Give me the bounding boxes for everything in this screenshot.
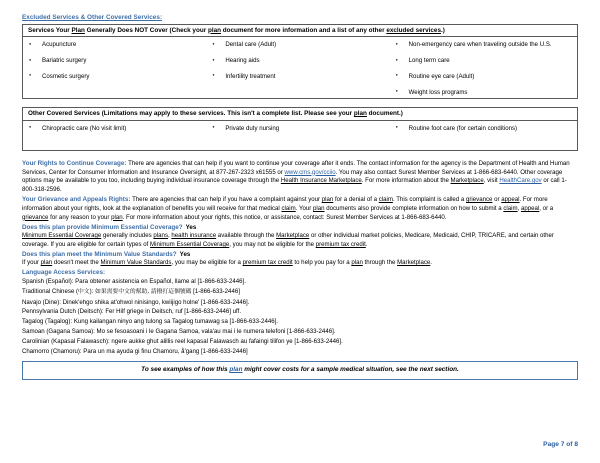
term-premium-tax-credit-2: premium tax credit bbox=[242, 259, 293, 267]
list-item bbox=[396, 89, 577, 96]
rights-text-2: . You may also contact Surest Member Services at 1-866-683-6440. Other coverage options may be available to you too, including buying individual insurance coverage through the bbox=[22, 168, 563, 185]
mec-question: Does this plan provide Minimum Essential Coverage? bbox=[22, 223, 183, 231]
bullet-icon bbox=[212, 57, 225, 64]
next-section-callout bbox=[22, 361, 578, 380]
callout-term-plan[interactable]: plan bbox=[229, 366, 243, 374]
mec-text-4: or other individual market policies, Medicare, Medicaid, CHIP, TRICARE, and certain other coverage. If you are eligible for certain types of bbox=[22, 231, 554, 248]
term-claim-a: claim bbox=[378, 196, 393, 204]
other-covered-table-body bbox=[23, 121, 577, 150]
mvs-question-line bbox=[22, 250, 600, 259]
mvs-text-4: to help you pay for a bbox=[292, 259, 352, 267]
rights-text-3: . For more information about the bbox=[361, 177, 451, 185]
other-covered-services-table bbox=[22, 107, 578, 151]
list-item-label: Chiropractic care (No visit limit) bbox=[42, 124, 127, 132]
language-line-chamorro: Chamorro (Chamoru): Para un ma ayuda gi finu Chamoru, å'gang [1-866-633-2446] bbox=[22, 347, 248, 355]
term-health-insurance-marketplace: Health Insurance Marketplace bbox=[280, 177, 362, 185]
mvs-text-2: doesn't meet the bbox=[52, 259, 101, 267]
mvs-text-3: , you may be eligible for a bbox=[171, 259, 243, 267]
grievance-text-7: documents also provide complete information on how to submit a bbox=[324, 204, 504, 212]
header-text-part-2: Generally Does NOT Cover (Check your bbox=[84, 26, 208, 34]
list-item bbox=[29, 125, 210, 132]
list-item bbox=[396, 57, 577, 64]
grievance-heading: Your Grievance and Appeals Rights bbox=[22, 196, 129, 204]
language-line-tagalog: Tagalog (Tagalog): Kung kailangan ninyo ang tulong sa Tagalog tumawag sa [1-866-633-2446]. bbox=[22, 318, 279, 326]
excluded-column-2 bbox=[210, 41, 393, 96]
cms-gov-link[interactable]: www.cms.gov/cciio bbox=[284, 168, 336, 176]
list-item bbox=[212, 57, 393, 64]
term-mec-1: Minimum Essential Coverage bbox=[22, 231, 102, 239]
chinese-prefix: Traditional Chinese ( bbox=[22, 288, 78, 296]
term-grievance-a: grievance bbox=[465, 196, 493, 204]
language-line-spanish: Spanish (Español): Para obtener asistencia en Español, llame al [1-866-633-2446]. bbox=[22, 278, 246, 286]
bullet-icon bbox=[396, 41, 409, 48]
list-item-label: Cosmetic surgery bbox=[42, 73, 90, 81]
term-plan-b: plan bbox=[312, 204, 325, 212]
list-item bbox=[29, 73, 210, 80]
mec-text-5: , you may not be eligible for the bbox=[229, 240, 316, 248]
other-header-term-plan: plan bbox=[353, 110, 367, 118]
grievance-text-10: for any reason to your bbox=[48, 213, 112, 221]
term-premium-tax-credit-1: premium tax credit bbox=[315, 240, 366, 248]
rights-text-4: , visit bbox=[483, 177, 500, 185]
chinese-phone: [1-866-633-2446] bbox=[191, 288, 240, 296]
term-plan-a: plan bbox=[321, 196, 334, 204]
term-claim-c: claim bbox=[503, 204, 518, 212]
language-access-heading: Language Access Services: bbox=[22, 268, 106, 276]
top-spacer bbox=[0, 0, 600, 14]
header-text-part-1: Services Your bbox=[28, 26, 72, 34]
language-line-pennsylvania-dutch: Pennsylvania Dutch (Deitsch): Fer Hilf griege in Deitsch, ruf [1-866-633-2446] uff. bbox=[22, 308, 242, 316]
grievance-text-4: or bbox=[492, 196, 502, 204]
term-plan-e: plan bbox=[351, 259, 363, 267]
list-item bbox=[212, 125, 393, 132]
language-line-carolinian: Carolinian (Kapasal Falawasch): ngere aukke ghut alillis reel kapasal Falawasch au fafaingi tilifon ye [1-866-633-2446]. bbox=[22, 338, 343, 346]
mvs-text-5: through the bbox=[362, 259, 398, 267]
list-item-label: Routine foot care (for certain conditions) bbox=[408, 124, 518, 132]
term-marketplace: Marketplace bbox=[450, 177, 484, 185]
rights-to-continue-heading: Your Rights to Continue Coverage bbox=[22, 159, 125, 167]
list-item-label: Bariatric surgery bbox=[42, 57, 87, 65]
list-item bbox=[212, 73, 393, 80]
term-marketplace-3: Marketplace bbox=[397, 259, 431, 267]
list-item bbox=[396, 73, 577, 80]
term-plan-c: plan bbox=[111, 213, 123, 221]
list-item bbox=[29, 57, 210, 64]
header-term-plan-2: plan bbox=[207, 26, 221, 34]
callout-text-1: To see examples of how this bbox=[141, 366, 230, 374]
grievance-colon: : bbox=[128, 196, 131, 204]
other-header-text-part-1: Other Covered Services (Limitations may apply to these services. This isn't a complete list. Please see your bbox=[28, 110, 354, 118]
mvs-answer: Yes bbox=[179, 250, 191, 258]
list-item-label: Infertility treatment bbox=[225, 73, 276, 81]
list-item-label: Hearing aids bbox=[225, 57, 260, 65]
header-text-part-4: .) bbox=[440, 26, 445, 34]
grievance-text-11: . For more information about your rights, this notice, or assistance, contact: Surest Member Services at 1-866-683-6440. bbox=[122, 213, 447, 221]
bullet-icon bbox=[29, 73, 42, 80]
excluded-services-table-body bbox=[23, 37, 577, 98]
language-line-navajo: Navajo (Dine): Dinek'ehgo shika at'ohwol ninisingo, kwiijigo holne' [1-866-633-2446]. bbox=[22, 298, 250, 306]
rights-colon: : bbox=[124, 159, 127, 167]
list-item-label: Routine eye care (Adult) bbox=[408, 73, 475, 81]
rights-text-5: or call 1-800-318-2596. bbox=[22, 177, 567, 194]
mec-text-3: available through the bbox=[216, 231, 277, 239]
header-text-part-3: document for more information and a list of any other bbox=[221, 26, 387, 34]
bullet-icon bbox=[212, 73, 225, 80]
list-item-label: Private duty nursing bbox=[225, 124, 280, 132]
term-grievance-b: grievance bbox=[22, 213, 49, 221]
term-health-insurance: health insurance bbox=[171, 231, 217, 239]
other-covered-table-header bbox=[23, 108, 577, 121]
chinese-body-cjk: 如果需要中文的幫助, 請撥打這個號碼 bbox=[95, 289, 192, 296]
term-mec-2: Minimum Essential Coverage bbox=[150, 240, 230, 248]
mec-text-6: . bbox=[365, 240, 368, 248]
bullet-icon bbox=[29, 41, 42, 48]
term-marketplace-2: Marketplace bbox=[276, 231, 310, 239]
other-column-3 bbox=[394, 125, 577, 132]
grievance-text-5: . For more information about your rights, look at the explanation of benefits you will receive for that medical bbox=[22, 196, 548, 212]
mec-text-2: , bbox=[168, 231, 172, 239]
bullet-icon bbox=[29, 57, 42, 64]
list-item-label: Weight loss programs bbox=[408, 88, 468, 96]
list-item-label: Dental care (Adult) bbox=[225, 41, 277, 49]
mvs-text-6: . bbox=[430, 259, 432, 267]
header-term-plan-1: Plan bbox=[71, 26, 85, 34]
callout-text-2: might cover costs for a sample medical situation, see the next section. bbox=[242, 366, 459, 374]
mec-question-line bbox=[22, 223, 600, 232]
excluded-services-table bbox=[22, 24, 578, 99]
other-column-2 bbox=[210, 125, 393, 132]
rights-to-continue-paragraph bbox=[22, 159, 578, 195]
bullet-icon bbox=[396, 57, 409, 64]
term-mvs: Minimum Value Standards bbox=[100, 259, 172, 267]
excluded-services-table-header bbox=[23, 25, 577, 38]
rights-text-1: There are agencies that can help if you want to continue your coverage after it ends. The contact information for the agency is the Department of Health and Human Services, Center for Consumer Information and Insurance Oversight, at 877-267-2323 x61555 or bbox=[22, 159, 570, 176]
mvs-question: Does this plan meet the Minimum Value Standards? bbox=[22, 250, 177, 258]
term-plans: plans bbox=[153, 231, 168, 239]
grievance-text-3: . This complaint is called a bbox=[392, 196, 466, 204]
page-title: Excluded Services & Other Covered Services: bbox=[22, 14, 163, 21]
list-item-label: Non-emergency care when traveling outside the U.S. bbox=[408, 41, 552, 49]
excluded-services-columns bbox=[23, 41, 577, 96]
bullet-icon bbox=[396, 89, 409, 96]
chinese-mid: ): bbox=[89, 288, 96, 296]
other-column-1 bbox=[23, 125, 210, 132]
list-item-label: Long term care bbox=[408, 57, 450, 65]
mec-paragraph bbox=[22, 232, 578, 250]
term-claim-b: claim bbox=[281, 204, 296, 212]
excluded-column-1 bbox=[23, 41, 210, 96]
other-header-text-part-2: document.) bbox=[366, 110, 403, 118]
header-term-excluded-services: excluded services bbox=[386, 26, 441, 34]
term-plan-d: plan bbox=[40, 259, 53, 267]
list-item bbox=[212, 41, 393, 48]
list-item bbox=[396, 125, 577, 132]
term-appeal-b: appeal bbox=[520, 204, 540, 212]
mec-text-1: generally includes bbox=[101, 231, 154, 239]
term-appeal-a: appeal bbox=[501, 196, 520, 204]
grievance-appeals-paragraph bbox=[22, 195, 578, 222]
chinese-label-cjk: 中文 bbox=[78, 289, 90, 296]
grievance-text-9: , or a bbox=[539, 204, 554, 212]
list-item bbox=[29, 41, 210, 48]
language-line-samoan: Samoan (Gagana Samoa): Mo se fesoasoani i le Gagana Samoa, vala'au mai i le numera telefoni [1-866-633-2446]. bbox=[22, 328, 336, 336]
grievance-text-6: . Your bbox=[295, 204, 313, 212]
bullet-icon bbox=[212, 41, 225, 48]
grievance-text-8: , bbox=[517, 204, 521, 212]
page-footer: Page 7 of 8 bbox=[543, 441, 578, 449]
mvs-text-1: If your bbox=[22, 259, 41, 267]
healthcare-gov-link[interactable]: HealthCare.gov bbox=[499, 177, 542, 185]
language-line-traditional-chinese bbox=[22, 287, 578, 297]
bullet-icon bbox=[396, 125, 409, 132]
bullet-icon bbox=[212, 125, 225, 132]
mec-answer: Yes bbox=[185, 223, 197, 231]
grievance-text-2: for a denial of a bbox=[333, 196, 379, 204]
grievance-text-1: There are agencies that can help if you have a complaint against your bbox=[130, 196, 322, 204]
list-item bbox=[396, 41, 577, 48]
excluded-column-3 bbox=[394, 41, 577, 96]
table-spacer bbox=[0, 99, 600, 107]
bullet-icon bbox=[396, 73, 409, 80]
mvs-paragraph bbox=[22, 259, 578, 268]
list-item-label: Acupuncture bbox=[42, 41, 77, 49]
section-spacer bbox=[0, 151, 600, 159]
other-covered-columns bbox=[23, 125, 577, 132]
bullet-icon bbox=[29, 125, 42, 132]
